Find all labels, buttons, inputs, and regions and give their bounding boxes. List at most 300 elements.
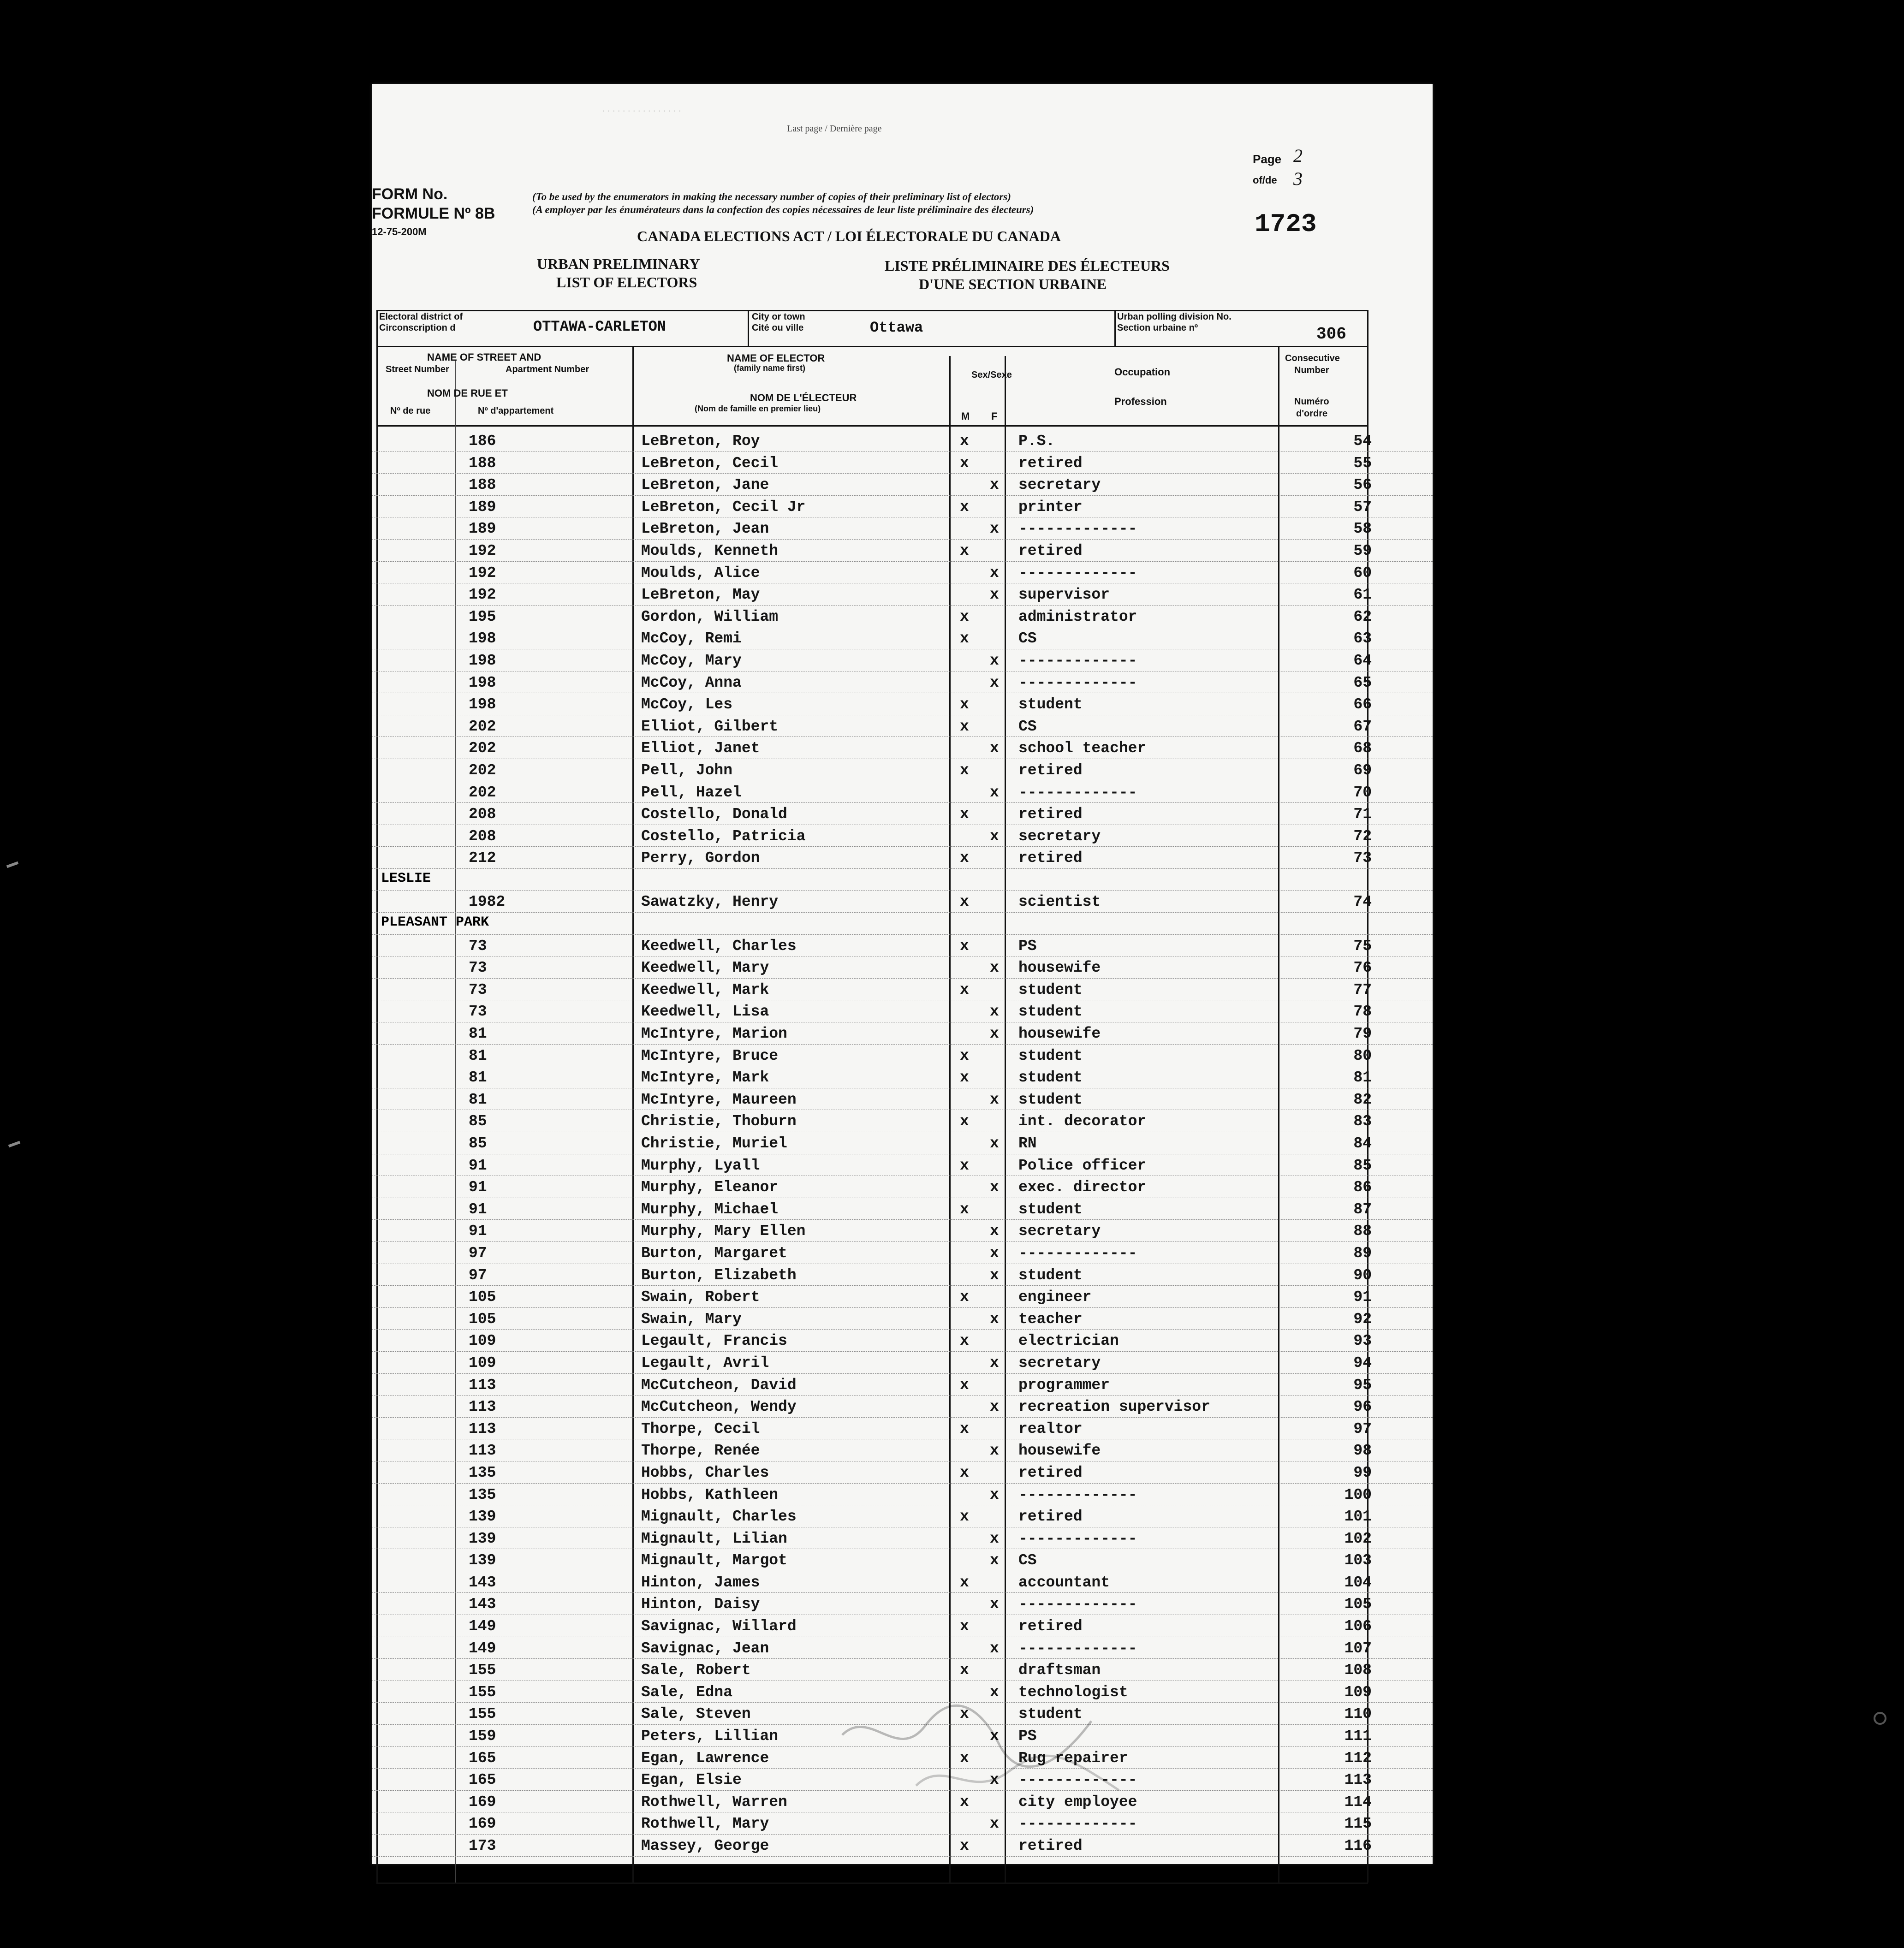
consecutive-number: 69 [1353,761,1372,779]
street-number: 202 [469,784,496,801]
elector-row [372,803,1433,825]
street-number: 97 [469,1266,487,1284]
consecutive-number: 74 [1353,893,1372,911]
elector-row [372,1637,1433,1659]
street-number-fr: Nº de rue [390,406,431,416]
elector-name: Swain, Mary [641,1310,742,1328]
elector-row [372,1505,1433,1527]
street-header-en: NAME OF STREET AND [427,351,541,363]
consecutive-number: 79 [1353,1025,1372,1043]
elector-name: McIntyre, Bruce [641,1047,779,1064]
elector-row [372,1264,1433,1286]
street-number: 91 [469,1179,487,1196]
elector-row [372,825,1433,847]
consecutive-number: 115 [1344,1815,1372,1833]
elector-row [372,1330,1433,1352]
occupation: secretary [1018,476,1101,494]
sex-male-mark: x [960,1332,969,1350]
elector-row [372,1461,1433,1484]
elector-name: Elliot, Gilbert [641,718,779,735]
sex-female-mark: x [990,1552,999,1569]
occupation: housewife [1018,1442,1101,1460]
elector-row [372,1439,1433,1461]
elector-name: McIntyre, Maureen [641,1091,797,1108]
elector-row [372,1132,1433,1154]
consecutive-number: 81 [1353,1069,1372,1087]
sex-female-mark: x [990,520,999,538]
occupation: retired [1018,1618,1083,1635]
street-number: 195 [469,608,496,625]
occupation: retired [1018,454,1083,472]
elector-name: LeBreton, Cecil [641,454,779,472]
sex-female-mark: x [990,784,999,801]
occupation: ------------- [1018,784,1137,801]
consecutive-number: 101 [1344,1508,1372,1526]
consecutive-number: 116 [1344,1837,1372,1854]
consecutive-number: 76 [1353,959,1372,977]
consecutive-number: 112 [1344,1749,1372,1767]
occupation: student [1018,1003,1083,1021]
sex-male-mark: x [960,1837,969,1854]
sex-female-mark: x [990,740,999,757]
elector-row [372,693,1433,715]
consecutive-number: 75 [1353,937,1372,955]
street-number: 208 [469,806,496,823]
consecutive-number: 89 [1353,1244,1372,1262]
elector-name: Burton, Margaret [641,1244,787,1262]
street-number: 192 [469,542,496,559]
elector-name: Hinton, Daisy [641,1596,760,1613]
elector-name: LeBreton, Jane [641,476,769,494]
occupation: supervisor [1018,586,1110,604]
consecutive-number: 96 [1353,1398,1372,1416]
sex-male-mark: x [960,761,969,779]
street-number: 149 [469,1618,496,1635]
street-number: 189 [469,520,496,538]
elector-name: Egan, Elsie [641,1771,742,1789]
sex-male-mark: x [960,696,969,713]
occupation: P.S. [1018,433,1055,450]
consecutive-number: 65 [1353,674,1372,691]
occupation: PS [1018,937,1037,955]
occupation: ------------- [1018,1530,1137,1547]
sex-female-mark: x [990,1310,999,1328]
consecutive-number: 68 [1353,740,1372,757]
sex-female-mark: x [990,674,999,691]
elector-row [372,1549,1433,1571]
consecutive-number: 83 [1353,1113,1372,1130]
occupation: accountant [1018,1574,1110,1591]
consecutive-number: 57 [1353,498,1372,516]
stamp-number: 1723 [1255,209,1317,239]
street-number: 192 [469,586,496,604]
occupation: retired [1018,761,1083,779]
street-number: 149 [469,1639,496,1657]
sex-female-mark: x [990,1025,999,1043]
sex-female-mark: x [990,652,999,669]
sex-female-mark: x [990,1223,999,1240]
sex-male-mark: x [960,1157,969,1174]
street-number: 188 [469,476,496,494]
elector-name: Legault, Avril [641,1354,769,1372]
consecutive-number: 55 [1353,454,1372,472]
elector-name: LeBreton, Cecil Jr [641,498,806,516]
consecutive-number: 105 [1344,1596,1372,1613]
consecutive-number: 61 [1353,586,1372,604]
consecutive-number: 98 [1353,1442,1372,1460]
sex-male-mark: x [960,1464,969,1481]
form-no-label: FORM No. [372,185,448,203]
elector-name: McCoy, Mary [641,652,742,669]
street-number: 198 [469,630,496,647]
street-number: 189 [469,498,496,516]
street-number: 81 [469,1091,487,1108]
elector-name: LeBreton, May [641,586,760,604]
sex-female-mark: x [990,476,999,494]
occupation: ------------- [1018,520,1137,538]
occupation: secretary [1018,1223,1101,1240]
consecutive-number: 72 [1353,827,1372,845]
sex-female-mark: x [990,1530,999,1547]
elector-row [372,1198,1433,1220]
elector-row [372,606,1433,628]
elector-row [372,627,1433,649]
sex-male-mark: x [960,718,969,735]
street-number: 202 [469,718,496,735]
consecutive-number: 86 [1353,1179,1372,1196]
elector-row [372,1176,1433,1198]
elector-row [372,1110,1433,1132]
elector-name: Elliot, Janet [641,740,760,757]
elector-name: Perry, Gordon [641,849,760,867]
street-number: 212 [469,849,496,867]
elector-row [372,1022,1433,1045]
elector-name: Sawatzky, Henry [641,893,779,911]
elector-name: Keedwell, Mark [641,981,769,998]
sex-m-header: M [961,410,970,422]
occupation: ------------- [1018,1639,1137,1657]
consecutive-number: 54 [1353,433,1372,450]
consecutive-number: 111 [1344,1728,1372,1745]
elector-row [372,1484,1433,1506]
sex-male-mark: x [960,1200,969,1218]
instruction-english: (To be used by the enumerators in making the necessary number of copies of their preliminary list of electors) [532,191,1011,202]
sex-female-mark: x [990,1135,999,1152]
street-number: 135 [469,1486,496,1503]
apartment-en: Apartment Number [506,364,589,374]
sex-male-mark: x [960,1574,969,1591]
occupation: housewife [1018,959,1101,977]
elector-row [372,1374,1433,1396]
elector-name: Christie, Thoburn [641,1113,797,1130]
elector-row [372,1286,1433,1308]
occupation: electrician [1018,1332,1119,1350]
sex-male-mark: x [960,1069,969,1087]
elector-row [372,649,1433,671]
film-speck [8,1141,20,1148]
consecutive-number: 88 [1353,1223,1372,1240]
elector-name: Moulds, Alice [641,564,760,582]
street-number: 91 [469,1200,487,1218]
occupation: ------------- [1018,1486,1137,1503]
consecutive-number: 58 [1353,520,1372,538]
occupation: ------------- [1018,1815,1137,1833]
consecutive-number: 106 [1344,1618,1372,1635]
elector-name: McCoy, Remi [641,630,742,647]
occupation: student [1018,1047,1083,1064]
elector-name: Mignault, Margot [641,1552,787,1569]
elector-row [372,956,1433,979]
district-label-fr: Circonscription d [379,323,456,333]
sex-male-mark: x [960,981,969,998]
occupation: scientist [1018,893,1101,911]
elector-name: LeBreton, Jean [641,520,769,538]
consecutive-number: 67 [1353,718,1372,735]
elector-name: Thorpe, Renée [641,1442,760,1460]
elector-row [372,1154,1433,1176]
formule-label: FORMULE Nº 8B [372,205,495,222]
last-page-note: Last page / Dernière page [787,124,882,134]
street-number: 109 [469,1354,496,1372]
sex-male-mark: x [960,1662,969,1679]
elector-name: Massey, George [641,1837,769,1854]
elector-row [372,847,1433,869]
division-label-fr: Section urbaine nº [1117,323,1198,333]
consecutive-number: 110 [1344,1705,1372,1723]
elector-name: McCutcheon, Wendy [641,1398,797,1416]
list-bottom-line [376,1883,1368,1884]
street-number: 1982 [469,893,506,911]
consecutive-number: 92 [1353,1310,1372,1328]
occupation: ------------- [1018,1596,1137,1613]
elector-name: Murphy, Lyall [641,1157,760,1174]
sex-male-mark: x [960,1508,969,1526]
consecutive-number: 102 [1344,1530,1372,1547]
street-name-header [372,869,1433,891]
sex-female-mark: x [990,1486,999,1503]
division-value: 306 [1316,325,1346,344]
street-number: 139 [469,1508,496,1526]
elector-row [372,1571,1433,1593]
street-number: 173 [469,1837,496,1854]
consecutive-number: 78 [1353,1003,1372,1021]
occupation: ------------- [1018,1244,1137,1262]
sex-female-mark: x [990,586,999,604]
street-number: 202 [469,761,496,779]
occupation: CS [1018,1552,1037,1569]
consecutive-number: 94 [1353,1354,1372,1372]
city-label-en: City or town [752,312,805,322]
occupation: int. decorator [1018,1113,1147,1130]
sex-male-mark: x [960,1376,969,1394]
elector-name: Mignault, Charles [641,1508,797,1526]
street-number: 73 [469,959,487,977]
elector-name: Savignac, Willard [641,1618,797,1635]
elector-row [372,1593,1433,1615]
street-number: 155 [469,1683,496,1701]
elector-row [372,1045,1433,1067]
sex-male-mark: x [960,1749,969,1767]
street-number: 73 [469,1003,487,1021]
city-label-fr: Cité ou ville [752,323,804,333]
form-code: 12-75-200M [372,226,427,238]
consecutive-number: 63 [1353,630,1372,647]
page-label: Page [1253,152,1282,166]
occupation: recreation supervisor [1018,1398,1210,1416]
occupation: CS [1018,718,1037,735]
elector-row [372,1242,1433,1264]
street-name: LESLIE [381,870,431,886]
street-number: 155 [469,1662,496,1679]
elector-row [372,935,1433,957]
act-title: CANADA ELECTIONS ACT / LOI ÉLECTORALE DU CANADA [637,228,1061,244]
of-label: of/de [1253,174,1277,186]
occupation: retired [1018,1837,1083,1854]
occupation: Police officer [1018,1157,1147,1174]
sex-male-mark: x [960,433,969,450]
sex-male-mark: x [960,937,969,955]
consecutive-number: 99 [1353,1464,1372,1481]
consecutive-number: 97 [1353,1420,1372,1437]
street-number: 91 [469,1157,487,1174]
street-number: 198 [469,696,496,713]
occupation: technologist [1018,1683,1128,1701]
elector-row [372,1088,1433,1111]
occupation: student [1018,1705,1083,1723]
info-box-bottom [376,346,1368,347]
info-box-left [376,310,378,347]
district-value: OTTAWA-CARLETON [533,318,666,335]
bleed-through-text: . . . . . . . . . . . . . . . . [602,102,681,114]
street-number: 165 [469,1771,496,1789]
sex-female-mark: x [990,1815,999,1833]
occupation: student [1018,1091,1083,1108]
elector-name: Gordon, William [641,608,779,625]
street-number: 165 [469,1749,496,1767]
elector-name: Costello, Donald [641,806,787,823]
elector-name: LeBreton, Roy [641,433,760,450]
elector-name: Sale, Edna [641,1683,733,1701]
page-number: 2 [1293,145,1303,166]
occupation: student [1018,696,1083,713]
elector-row [372,1396,1433,1418]
occupation: housewife [1018,1025,1101,1043]
street-number: 143 [469,1596,496,1613]
sex-female-mark: x [990,959,999,977]
occupation: RN [1018,1135,1037,1152]
instruction-french: (A employer par les énumérateurs dans la confection des copies nécessaires de leur liste préliminaire des électeurs) [532,204,1034,215]
street-number: 81 [469,1025,487,1043]
elector-row [372,737,1433,759]
elector-row [372,1352,1433,1374]
consecutive-number: 109 [1344,1683,1372,1701]
elector-name: Costello, Patricia [641,827,806,845]
consecutive-number: 59 [1353,542,1372,559]
street-number: 113 [469,1420,496,1437]
consecutive-header-en-2: Number [1294,365,1329,375]
occupation: retired [1018,1508,1083,1526]
street-number: 81 [469,1069,487,1087]
elector-name: Mignault, Lilian [641,1530,787,1547]
sex-female-mark: x [990,1442,999,1460]
elector-row [372,540,1433,562]
elector-list [372,430,1433,1857]
street-number: 85 [469,1135,487,1152]
elector-row [372,1308,1433,1330]
sex-f-header: F [991,410,998,422]
occupation: teacher [1018,1310,1083,1328]
elector-name: Hinton, James [641,1574,760,1591]
occupation: student [1018,1069,1083,1087]
film-speck [1874,1712,1886,1725]
street-number: 113 [469,1376,496,1394]
consecutive-number: 60 [1353,564,1372,582]
sex-female-mark: x [990,1244,999,1262]
occupation: school teacher [1018,740,1147,757]
sex-male-mark: x [960,1793,969,1811]
sex-female-mark: x [990,564,999,582]
sex-female-mark: x [990,1003,999,1021]
occupation: secretary [1018,1354,1101,1372]
street-number: 91 [469,1223,487,1240]
street-number: 208 [469,827,496,845]
elector-name: Keedwell, Mary [641,959,769,977]
consecutive-header-fr-1: Numéro [1294,397,1329,407]
occupation-header-en: Occupation [1114,366,1171,378]
elector-name: McCoy, Les [641,696,733,713]
street-number: 159 [469,1728,496,1745]
sex-male-mark: x [960,1289,969,1306]
street-number: 155 [469,1705,496,1723]
elector-row [372,430,1433,452]
consecutive-number: 103 [1344,1552,1372,1569]
street-header-fr: NOM DE RUE ET [427,387,508,399]
elector-row [372,1418,1433,1440]
occupation: realtor [1018,1420,1083,1437]
consecutive-number: 84 [1353,1135,1372,1152]
street-number: 139 [469,1530,496,1547]
occupation-header-fr: Profession [1114,396,1167,407]
sex-male-mark: x [960,1047,969,1064]
sex-male-mark: x [960,849,969,867]
consecutive-number: 80 [1353,1047,1372,1064]
sex-female-mark: x [990,1179,999,1196]
occupation: PS [1018,1728,1037,1745]
elector-header-en: NAME OF ELECTOR [727,352,825,364]
street-number: 135 [469,1464,496,1481]
occupation: student [1018,1200,1083,1218]
consecutive-number: 93 [1353,1332,1372,1350]
sex-female-mark: x [990,1728,999,1745]
info-box-top [376,310,1368,311]
elector-name: Murphy, Michael [641,1200,779,1218]
sex-male-mark: x [960,1113,969,1130]
elector-row [372,517,1433,540]
elector-name: Keedwell, Lisa [641,1003,769,1021]
consecutive-number: 71 [1353,806,1372,823]
occupation: retired [1018,849,1083,867]
occupation: programmer [1018,1376,1110,1394]
title-english-2: LIST OF ELECTORS [556,274,697,291]
street-number: 81 [469,1047,487,1064]
occupation: city employee [1018,1793,1137,1811]
sex-male-mark: x [960,1618,969,1635]
elector-header-en-sub: (family name first) [734,363,806,373]
elector-name: Murphy, Eleanor [641,1179,779,1196]
document-page [372,84,1433,1864]
signature-scribble [833,1680,1156,1818]
elector-name: Rothwell, Warren [641,1793,787,1811]
